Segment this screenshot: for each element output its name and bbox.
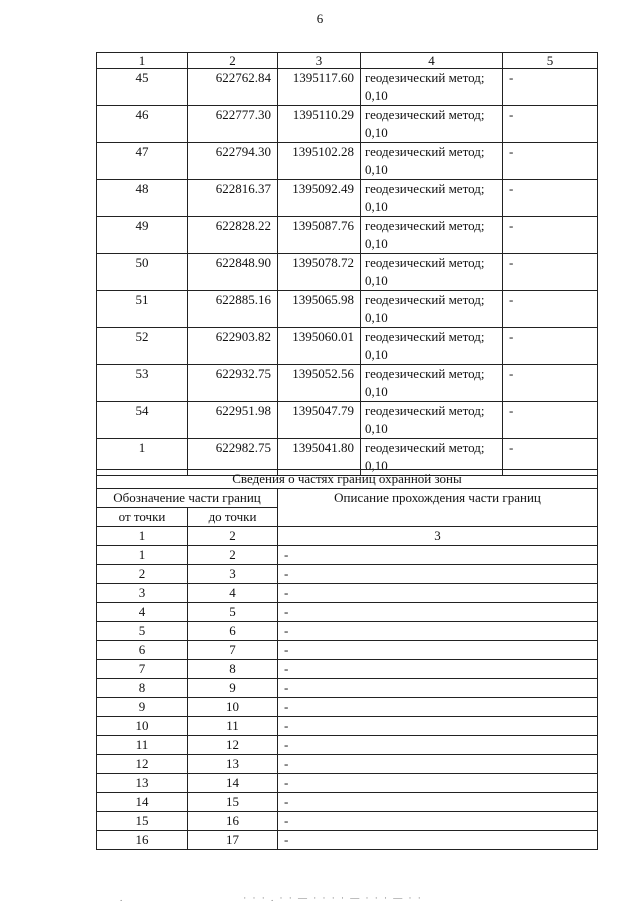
table-row — [97, 402, 598, 439]
to-point-cell: 13 — [188, 755, 278, 774]
to-point-cell: 12 — [188, 736, 278, 755]
description-cell: - — [278, 679, 598, 698]
from-point-cell: 7 — [97, 660, 188, 679]
description-cell: - — [278, 565, 598, 584]
to-point-cell: 17 — [188, 831, 278, 850]
y-coordinate-cell: 1395060.01 — [278, 328, 361, 365]
to-point-header: до точки — [188, 508, 278, 527]
method-accuracy-cell: геодезический метод; 0,10 — [361, 106, 503, 143]
method-accuracy-cell: геодезический метод; 0,10 — [361, 143, 503, 180]
to-point-cell: 7 — [188, 641, 278, 660]
from-point-cell: 11 — [97, 736, 188, 755]
point-number-cell: 48 — [97, 180, 188, 217]
y-coordinate-cell: 1395078.72 — [278, 254, 361, 291]
x-coordinate-cell: 622932.75 — [188, 365, 278, 402]
table-row — [97, 641, 598, 660]
description-cell: - — [278, 698, 598, 717]
from-point-cell: 14 — [97, 793, 188, 812]
table-row — [97, 217, 598, 254]
table-row — [97, 660, 598, 679]
description-cell: - — [278, 717, 598, 736]
from-point-header: от точки — [97, 508, 188, 527]
from-point-cell: 3 — [97, 584, 188, 603]
extra-cell: - — [503, 106, 598, 143]
point-number-cell: 46 — [97, 106, 188, 143]
point-number-cell: 51 — [97, 291, 188, 328]
method-accuracy-cell: геодезический метод; 0,10 — [361, 217, 503, 254]
description-cell: - — [278, 774, 598, 793]
description-cell: - — [278, 831, 598, 850]
column-number: 2 — [188, 527, 278, 546]
description-cell: - — [278, 603, 598, 622]
table-row — [97, 755, 598, 774]
method-accuracy-cell: геодезический метод; 0,10 — [361, 254, 503, 291]
extra-cell: - — [503, 254, 598, 291]
table-row — [97, 603, 598, 622]
point-number-cell: 54 — [97, 402, 188, 439]
from-point-cell: 1 — [97, 546, 188, 565]
extra-cell: - — [503, 143, 598, 180]
description-cell: - — [278, 641, 598, 660]
y-coordinate-cell: 1395047.79 — [278, 402, 361, 439]
x-coordinate-cell: 622903.82 — [188, 328, 278, 365]
to-point-cell: 15 — [188, 793, 278, 812]
point-number-cell: 1 — [97, 439, 188, 476]
method-accuracy-cell: геодезический метод; 0,10 — [361, 291, 503, 328]
y-coordinate-cell: 1395110.29 — [278, 106, 361, 143]
boundary-description-header: Описание прохождения части границ — [278, 489, 598, 527]
table-row — [97, 793, 598, 812]
description-cell: - — [278, 793, 598, 812]
table-row — [97, 69, 598, 106]
table-row — [97, 812, 598, 831]
point-number-cell: 52 — [97, 328, 188, 365]
table-row — [97, 546, 598, 565]
method-accuracy-cell: геодезический метод; 0,10 — [361, 180, 503, 217]
table-row — [97, 328, 598, 365]
y-coordinate-cell: 1395087.76 — [278, 217, 361, 254]
coordinates-header-row — [97, 53, 598, 69]
column-number: 3 — [278, 527, 598, 546]
y-coordinate-cell: 1395065.98 — [278, 291, 361, 328]
column-number: 1 — [97, 527, 188, 546]
description-cell: - — [278, 755, 598, 774]
x-coordinate-cell: 622777.30 — [188, 106, 278, 143]
to-point-cell: 6 — [188, 622, 278, 641]
y-coordinate-cell: 1395117.60 — [278, 69, 361, 106]
extra-cell: - — [503, 69, 598, 106]
from-point-cell: 13 — [97, 774, 188, 793]
table-row — [97, 254, 598, 291]
table-row — [97, 106, 598, 143]
x-coordinate-cell: 622762.84 — [188, 69, 278, 106]
to-point-cell: 10 — [188, 698, 278, 717]
to-point-cell: 9 — [188, 679, 278, 698]
to-point-cell: 8 — [188, 660, 278, 679]
from-point-cell: 15 — [97, 812, 188, 831]
extra-cell: - — [503, 291, 598, 328]
table-row — [97, 291, 598, 328]
to-point-cell: 3 — [188, 565, 278, 584]
to-point-cell: 16 — [188, 812, 278, 831]
method-accuracy-cell: геодезический метод; 0,10 — [361, 439, 503, 476]
method-accuracy-cell: геодезический метод; 0,10 — [361, 402, 503, 439]
extra-cell: - — [503, 217, 598, 254]
description-cell: - — [278, 736, 598, 755]
table-row — [97, 143, 598, 180]
table-row — [97, 584, 598, 603]
from-point-cell: 2 — [97, 565, 188, 584]
method-accuracy-cell: геодезический метод; 0,10 — [361, 328, 503, 365]
to-point-cell: 11 — [188, 717, 278, 736]
x-coordinate-cell: 622885.16 — [188, 291, 278, 328]
from-point-cell: 6 — [97, 641, 188, 660]
point-number-cell: 45 — [97, 69, 188, 106]
x-coordinate-cell: 622951.98 — [188, 402, 278, 439]
from-point-cell: 10 — [97, 717, 188, 736]
table-row — [97, 698, 598, 717]
x-coordinate-cell: 622794.30 — [188, 143, 278, 180]
point-number-cell: 53 — [97, 365, 188, 402]
y-coordinate-cell: 1395092.49 — [278, 180, 361, 217]
from-point-cell: 16 — [97, 831, 188, 850]
y-coordinate-cell: 1395041.80 — [278, 439, 361, 476]
table-row — [97, 736, 598, 755]
column-number: 5 — [503, 53, 598, 69]
column-number: 3 — [278, 53, 361, 69]
to-point-cell: 2 — [188, 546, 278, 565]
scan-artifact-dots: . · · · . · · — · · · · — · · · — · · — [120, 893, 423, 903]
page-number: 6 — [316, 11, 324, 26]
point-number-cell: 47 — [97, 143, 188, 180]
to-point-cell: 14 — [188, 774, 278, 793]
table-row — [97, 774, 598, 793]
description-cell: - — [278, 812, 598, 831]
boundary-parts-table — [96, 469, 598, 850]
extra-cell: - — [503, 439, 598, 476]
extra-cell: - — [503, 402, 598, 439]
parts-table-title: Сведения о частях границ охранной зоны — [97, 470, 598, 489]
x-coordinate-cell: 622982.75 — [188, 439, 278, 476]
x-coordinate-cell: 622816.37 — [188, 180, 278, 217]
coordinates-table — [96, 52, 598, 476]
method-accuracy-cell: геодезический метод; 0,10 — [361, 69, 503, 106]
table-row — [97, 365, 598, 402]
extra-cell: - — [503, 328, 598, 365]
table-row — [97, 831, 598, 850]
point-number-cell: 50 — [97, 254, 188, 291]
from-point-cell: 4 — [97, 603, 188, 622]
column-number: 1 — [97, 53, 188, 69]
description-cell: - — [278, 546, 598, 565]
column-number: 2 — [188, 53, 278, 69]
y-coordinate-cell: 1395102.28 — [278, 143, 361, 180]
from-point-cell: 12 — [97, 755, 188, 774]
to-point-cell: 5 — [188, 603, 278, 622]
x-coordinate-cell: 622828.22 — [188, 217, 278, 254]
description-cell: - — [278, 660, 598, 679]
extra-cell: - — [503, 365, 598, 402]
extra-cell: - — [503, 180, 598, 217]
table-row — [97, 180, 598, 217]
to-point-cell: 4 — [188, 584, 278, 603]
from-point-cell: 5 — [97, 622, 188, 641]
table-row — [97, 565, 598, 584]
column-number: 4 — [361, 53, 503, 69]
description-cell: - — [278, 584, 598, 603]
table-row — [97, 622, 598, 641]
y-coordinate-cell: 1395052.56 — [278, 365, 361, 402]
from-point-cell: 9 — [97, 698, 188, 717]
description-cell: - — [278, 622, 598, 641]
table-row — [97, 717, 598, 736]
method-accuracy-cell: геодезический метод; 0,10 — [361, 365, 503, 402]
table-row — [97, 679, 598, 698]
x-coordinate-cell: 622848.90 — [188, 254, 278, 291]
boundary-part-designation-header: Обозначение части границ — [97, 489, 278, 508]
point-number-cell: 49 — [97, 217, 188, 254]
from-point-cell: 8 — [97, 679, 188, 698]
